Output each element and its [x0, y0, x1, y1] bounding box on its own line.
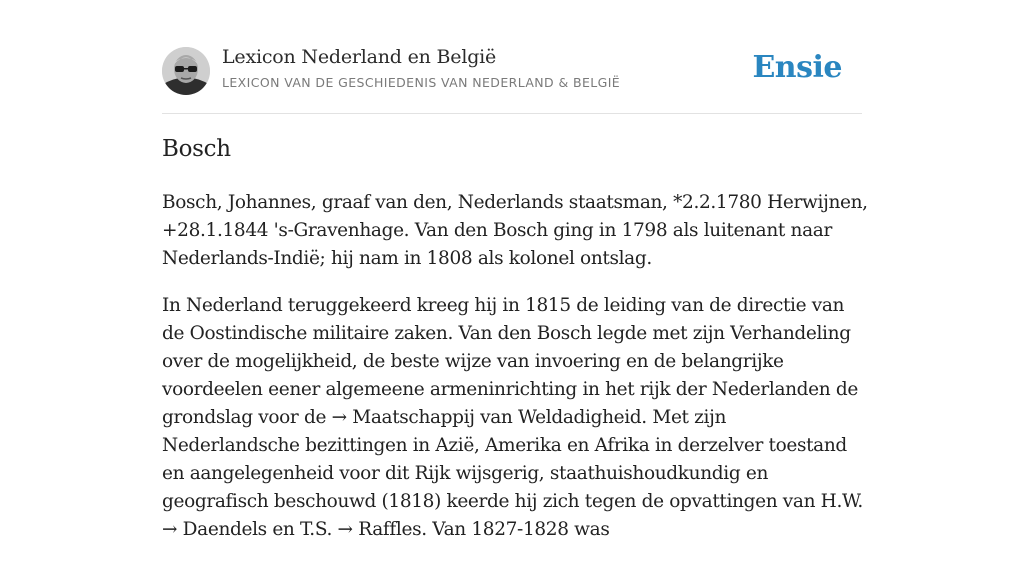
article-paragraph: Bosch, Johannes, graaf van den, Nederlands staatsman, *2.2.1780 Herwijnen, +28.1.1844 's-Gravenhage. Van den Bosch ging in 1798 als luitenant naar Nederlands-Indië; hij nam in 1808 als kolonel ontslag. [162, 192, 868, 269]
site-header [162, 44, 862, 114]
page-title: Bosch [162, 136, 231, 162]
brand-logo[interactable]: Ensie [752, 50, 842, 85]
site-name[interactable]: Lexicon Nederland en België [222, 46, 497, 68]
avatar[interactable] [162, 47, 210, 95]
article-paragraph: In Nederland teruggekeerd kreeg hij in 1815 de leiding van de directie van de Oostindische militaire zaken. Van den Bosch legde met zijn Verhandeling over de mogelijkheid, de beste wijze van invoering en de belangrijke voordeelen eener algemeene armeninrichting in het rijk der Nederlanden de grondslag voor de → Maatschappij van Weldadigheid. Met zijn Nederlandsche bezittingen in Azië, Amerika en Afrika in derzelver toestand en aangelegenheid voor dit Rijk wijsgerig, staathuishoudkundig en geografisch beschouwd (1818) keerde hij zich tegen de opvattingen van H.W. → Daendels en T.S. → Raffles. Van 1827-1828 was [162, 295, 863, 540]
site-subtitle: LEXICON VAN DE GESCHIEDENIS VAN NEDERLAND & BELGIË [222, 75, 621, 90]
article-body [162, 189, 868, 563]
person-photo-icon [162, 47, 210, 95]
